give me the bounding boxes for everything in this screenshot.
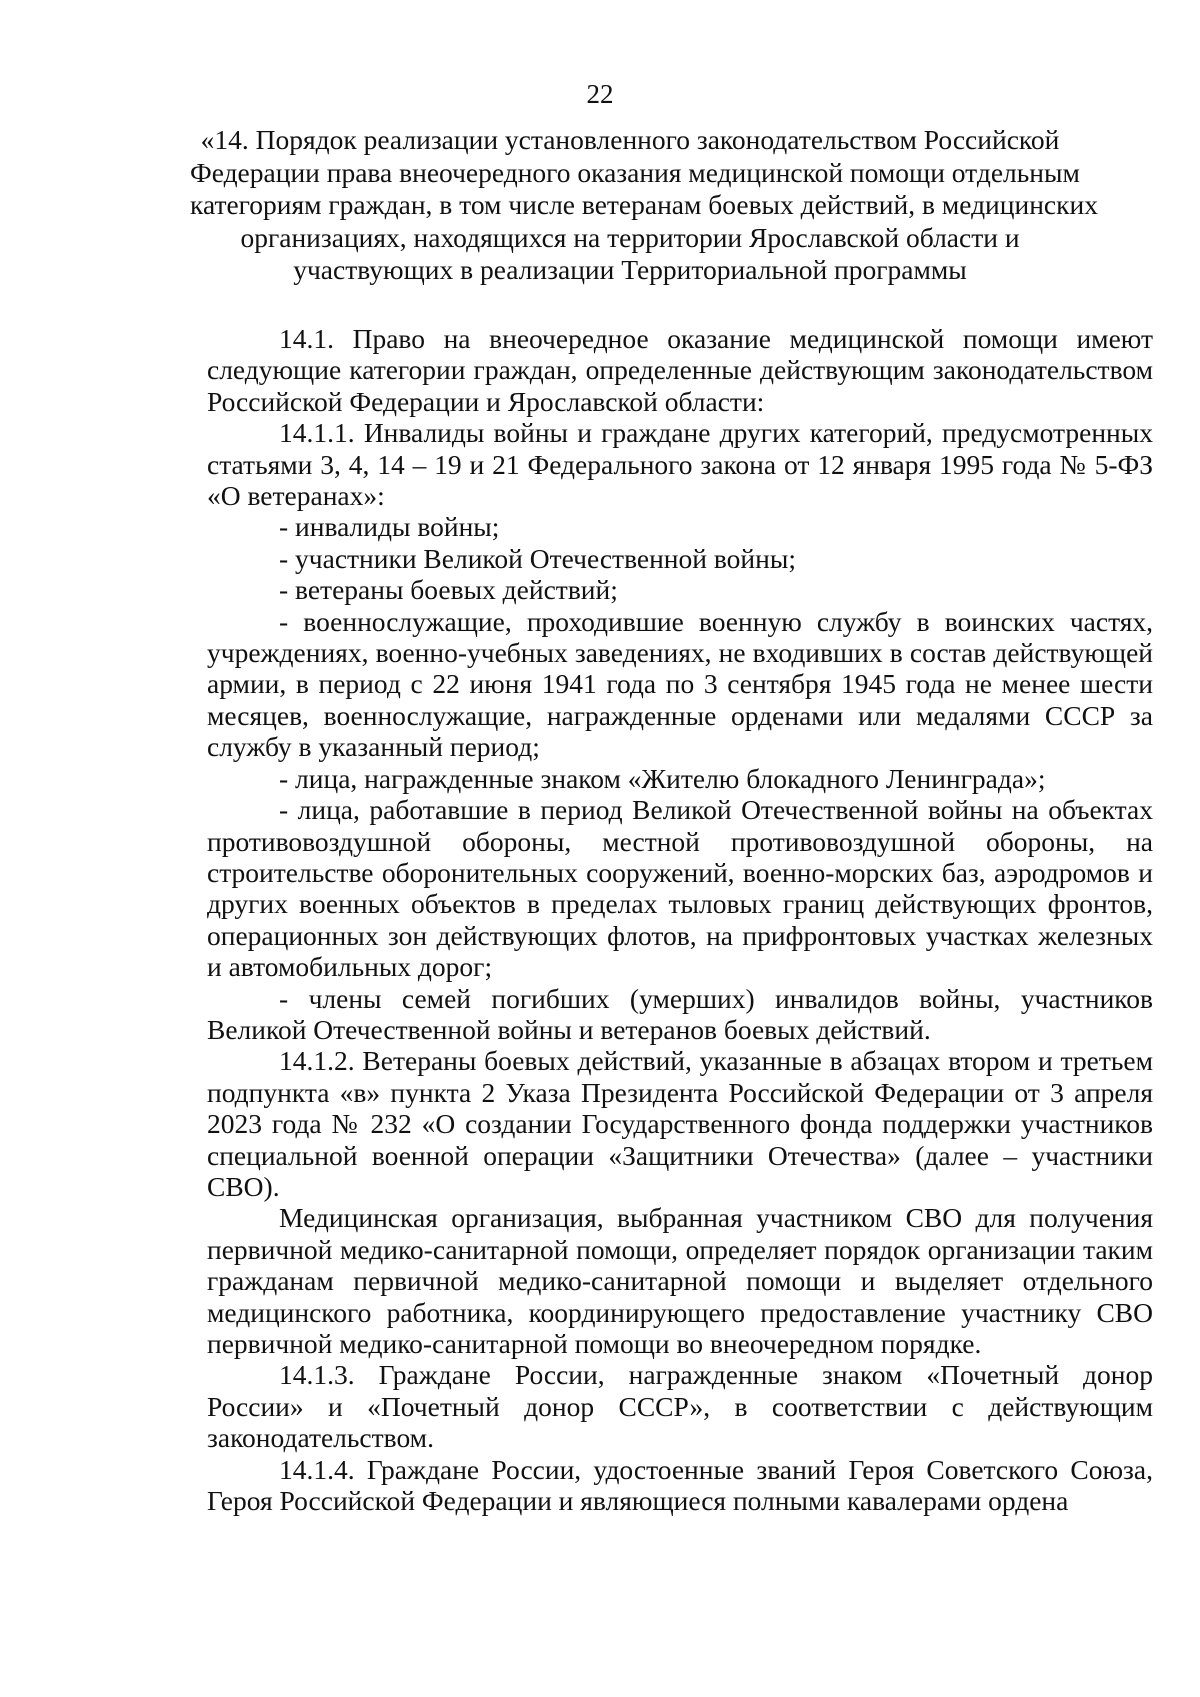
paragraph-14-1-2: 14.1.2. Ветераны боевых действий, указанные в абзацах втором и третьем подпункта «в» пункта 2 Указа Президента Российской Федерации от 3 апреля 2023 года № 232 «О создании Государственного фонда поддержки участников специальной военной операции «Защитники Отечества» (далее – участники СВО). — [207, 1045, 1153, 1202]
list-item: - участники Великой Отечественной войны; — [279, 542, 796, 574]
paragraph-14-1-3: 14.1.3. Граждане России, награжденные знаком «Почетный донор России» и «Почетный донор СССР», в соответствии с действующим законодательством. — [207, 1359, 1153, 1454]
paragraph-14-1: 14.1. Право на внеочередное оказание медицинской помощи имеют следующие категории граждан, определенные действующим законодательством Российской Федерации и Ярославской области: — [207, 323, 1153, 417]
paragraph-14-1-1: 14.1.1. Инвалиды войны и граждане других категорий, предусмотренных статьями 3, 4, 14 – 19 и 21 Федерального закона от 12 января 1995 года № 5-ФЗ «О ветеранах»: — [207, 417, 1153, 512]
list-item: - лица, награжденные знаком «Жителю блокадного Ленинграда»; — [279, 762, 1046, 794]
section-heading — [190, 124, 1098, 287]
page-number: 22 — [586, 79, 614, 109]
heading-line: участвующих в реализации Территориальной программы — [293, 254, 967, 286]
paragraph-svo-organization: Медицинская организация, выбранная участником СВО для получения первичной медико-санитарной помощи, определяет порядок организации таким гражданам первичной медико-санитарной помощи и выделяет отдельного медицинского работника, координирующего предоставление участнику СВО первичной медико-санитарной помощи во внеочередном порядке. — [207, 1202, 1153, 1359]
list-item: - члены семей погибших (умерших) инвалидов войны, участников Великой Отечественной войны и ветеранов боевых действий. — [207, 982, 1153, 1045]
list-item: - инвалиды войны; — [279, 511, 500, 543]
paragraph-14-1-4: 14.1.4. Граждане России, удостоенные званий Героя Советского Союза, Героя Российской Федерации и являющиеся полными кавалерами ордена — [207, 1453, 1153, 1517]
list-item: - военнослужащие, проходившие военную службу в воинских частях, учреждениях, военно-учебных заведениях, не входивших в состав действующей армии, в период с 22 июня 1941 года по 3 сентября 1945 года не менее шести месяцев, военнослужащие, награжденные орденами или медалями СССР за службу в указанный период; — [207, 605, 1153, 763]
list-item: - ветераны боевых действий; — [279, 574, 618, 606]
heading-line: категориям граждан, в том числе ветеранам боевых действий, в медицинских — [190, 189, 1098, 221]
heading-line: «14. Порядок реализации установленного законодательством Российской — [200, 124, 1060, 155]
list-item: - лица, работавшие в период Великой Отечественной войны на объектах противовоздушной обороны, местной противовоздушной обороны, на строительстве оборонительных сооружений, военно-морских баз, аэродромов и других военных объектов в пределах тыловых границ действующих фронтов, операционных зон действующих флотов, на прифронтовых участках железных и автомобильных дорог; — [207, 794, 1153, 983]
heading-line: Федерации права внеочередного оказания медицинской помощи отдельным — [190, 156, 1080, 188]
document-body — [207, 323, 1153, 1516]
heading-line: организациях, находящихся на территории Ярославской области и — [240, 221, 1020, 253]
